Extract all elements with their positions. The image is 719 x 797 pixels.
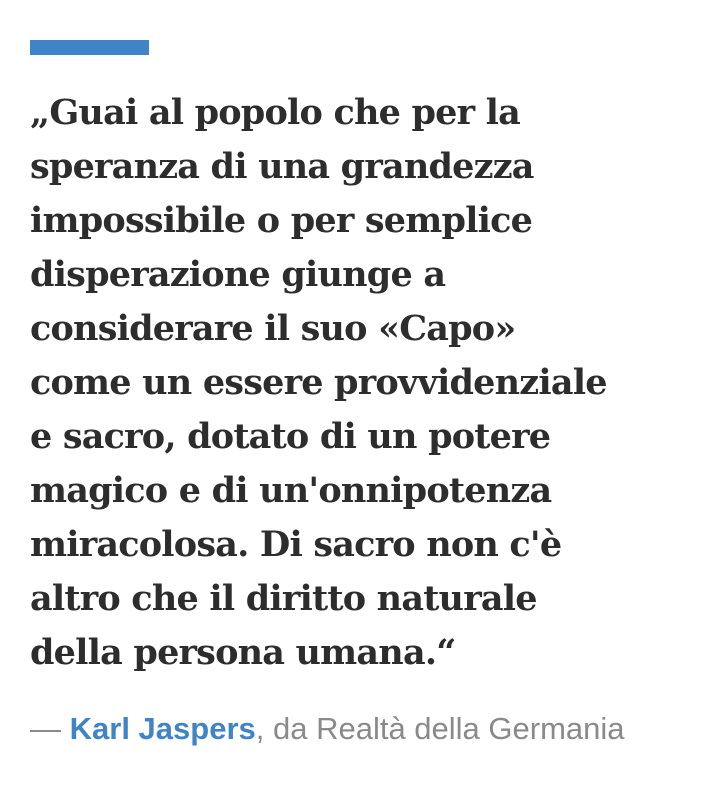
attribution	[30, 708, 625, 750]
author-link[interactable]: Karl Jaspers	[69, 711, 256, 746]
quote-line: disperazione giunge a	[30, 254, 446, 295]
quote-line: considerare il suo «Capo»	[30, 308, 516, 349]
quote-line: della persona umana.“	[30, 632, 456, 673]
quote-text	[30, 86, 710, 680]
accent-bar	[30, 40, 149, 55]
quote-line: miracolosa. Di sacro non c'è	[30, 524, 562, 565]
quote-line: impossibile o per semplice	[30, 200, 533, 241]
quote-line: speranza di una grandezza	[30, 146, 534, 187]
source-text: , da Realtà della Germania	[255, 711, 625, 746]
quote-line: „Guai al popolo che per la	[30, 92, 520, 133]
quote-line: come un essere provvidenziale	[30, 362, 607, 403]
quote-line: magico e di un'onnipotenza	[30, 470, 552, 511]
quote-line: e sacro, dotato di un potere	[30, 416, 551, 457]
attribution-dash: —	[30, 711, 61, 746]
quote-line: altro che il diritto naturale	[30, 578, 537, 619]
